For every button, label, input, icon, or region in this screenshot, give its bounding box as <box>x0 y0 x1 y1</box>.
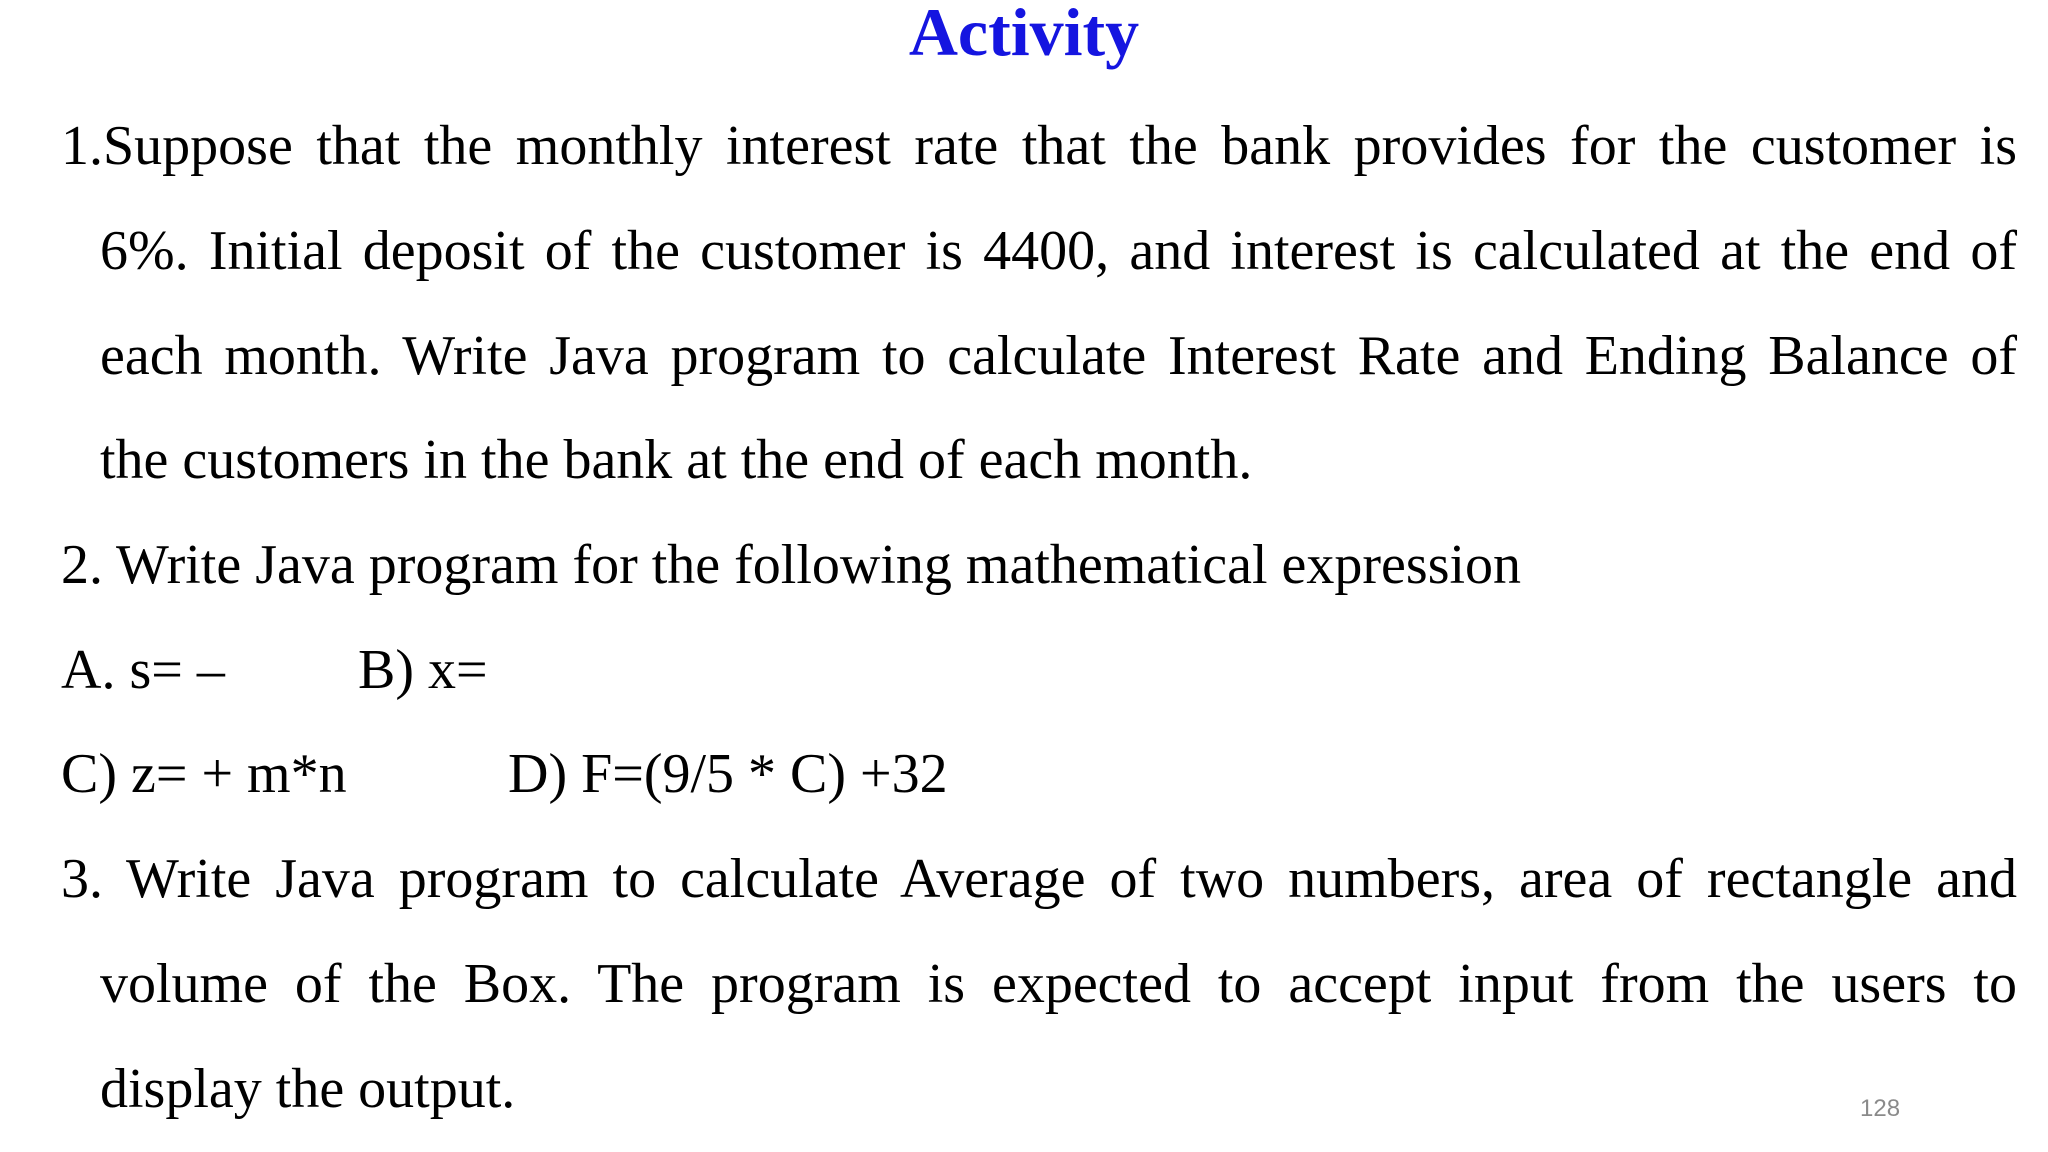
question-1-line-2: 6%. Initial deposit of the customer is 4400, and interest is calculated at the end of <box>100 220 2017 282</box>
question-1-line-1: 1.Suppose that the monthly interest rate that the bank provides for the customer is <box>61 115 2017 177</box>
question-2-line-1: 2. Write Java program for the following mathematical expression <box>61 534 1522 596</box>
expression-d: D) F=(9/5 * C) +32 <box>508 743 948 805</box>
question-3-line-3: display the output. <box>100 1058 516 1120</box>
page-number: 128 <box>1860 1095 1901 1122</box>
question-3-line-2: volume of the Box. The program is expected to accept input from the users to <box>100 953 2017 1015</box>
slide-title: Activity <box>908 0 1140 70</box>
expression-c: C) z= + m*n <box>61 743 347 805</box>
question-1-line-3: each month. Write Java program to calculate Interest Rate and Ending Balance of <box>100 325 2017 387</box>
expression-a: A. s= – <box>61 639 225 701</box>
question-3-line-1: 3. Write Java program to calculate Average of two numbers, area of rectangle and <box>61 848 2017 910</box>
question-1-line-4: the customers in the bank at the end of each month. <box>100 429 1253 491</box>
expression-b: B) x= <box>358 639 488 701</box>
